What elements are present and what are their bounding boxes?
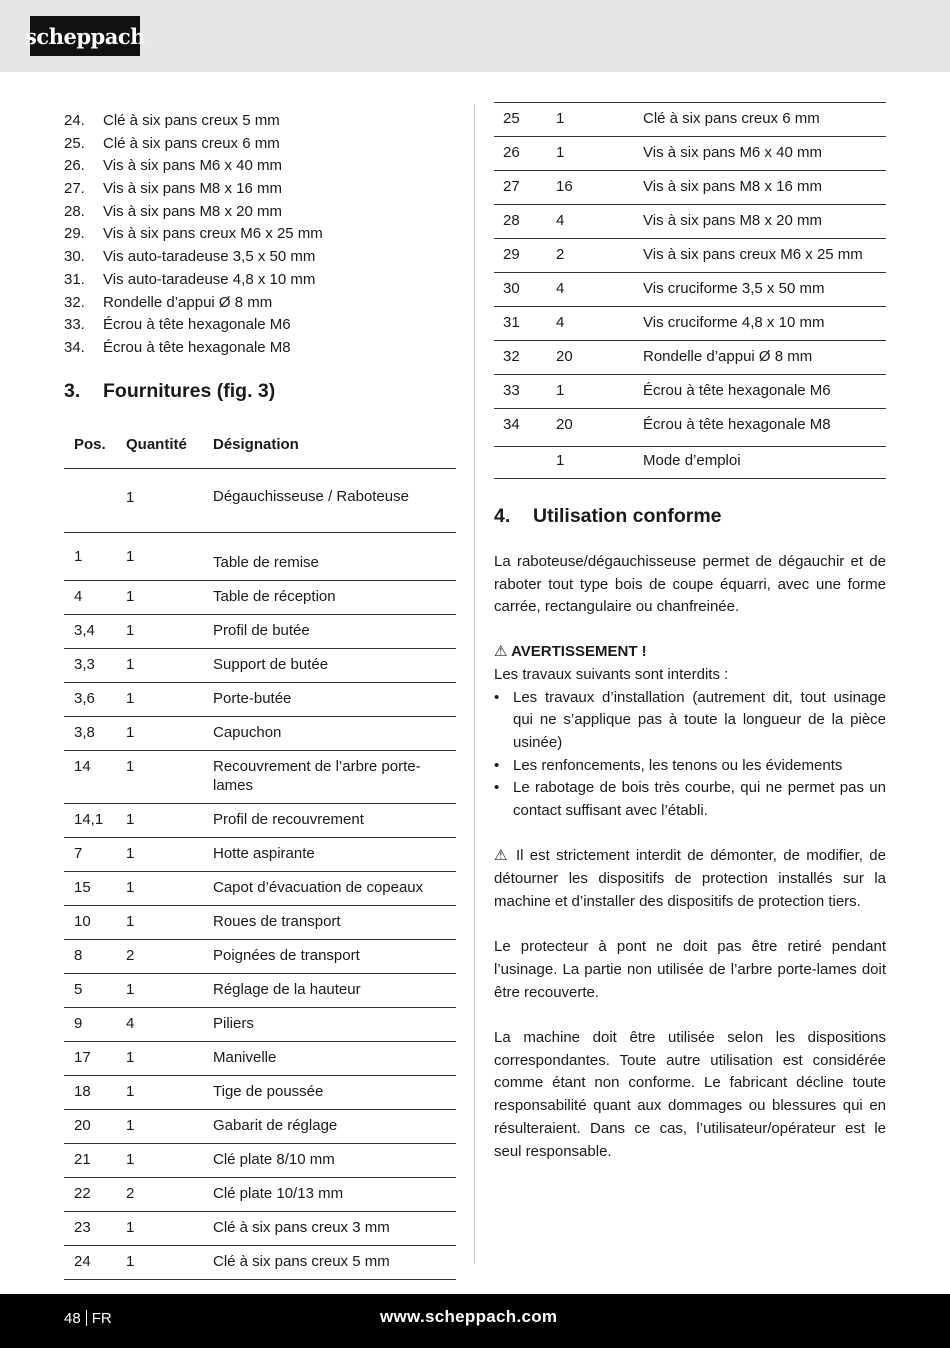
list-item-number: 29.	[64, 225, 85, 243]
cell-pos: 3,8	[64, 717, 126, 751]
cell-qty: 1	[126, 804, 213, 838]
list-item-text: Écrou à tête hexagonale M8	[103, 338, 291, 356]
cell-pos: 5	[64, 974, 126, 1008]
cell-pos: 15	[64, 872, 126, 906]
table-row	[64, 683, 456, 717]
bullet-icon: •	[494, 756, 500, 774]
cell-qty: 1	[126, 717, 213, 751]
table-row	[64, 1144, 456, 1178]
table-row	[494, 341, 886, 375]
table-row	[64, 906, 456, 940]
cell-pos: 3,3	[64, 649, 126, 683]
list-item-number: 32.	[64, 293, 85, 311]
list-item-number: 25.	[64, 134, 85, 152]
list-item	[64, 110, 456, 133]
cell-designation: Gabarit de réglage	[213, 1110, 456, 1144]
list-item-text: Écrou à tête hexagonale M6	[103, 316, 291, 334]
liability-paragraph: La machine doit être utilisée selon les dispositions correspondantes. Toute autre utilisation est considérée comme étant non conforme. Le fabricant décline toute responsabilité quant aux dommages ou blessures qui en résulteraient. Dans ce cas, l’utilisateur/opérateur est le seul responsable.	[494, 1029, 886, 1160]
cell-pos: 26	[494, 137, 556, 171]
cell-qty: 2	[126, 1178, 213, 1212]
supply-table-continued	[494, 102, 886, 479]
list-item-text: Clé à six pans creux 5 mm	[103, 112, 280, 129]
cell-qty: 1	[126, 649, 213, 683]
cell-pos: 10	[64, 906, 126, 940]
intended-use-paragraph: La raboteuse/dégauchisseuse permet de dégauchir et de raboter tout type bois de coupe équarri, avec une forme carrée, rectangulaire ou chanfreinée.	[494, 553, 886, 616]
section-3-heading	[64, 377, 456, 405]
cell-qty: 1	[126, 1110, 213, 1144]
table-row	[64, 649, 456, 683]
cell-qty: 1	[126, 751, 213, 804]
left-column	[64, 110, 456, 1280]
table-row	[64, 804, 456, 838]
column-divider	[474, 104, 475, 1264]
table-row	[64, 1076, 456, 1110]
table-row	[64, 469, 456, 533]
cell-pos: 4	[64, 581, 126, 615]
warning-heading	[494, 641, 886, 664]
list-item-number: 31.	[64, 270, 85, 288]
list-item	[494, 755, 886, 778]
cell-pos: 21	[64, 1144, 126, 1178]
list-item-number: 24.	[64, 112, 85, 129]
cell-qty: 1	[126, 838, 213, 872]
table-row	[494, 307, 886, 341]
col-header-qty: Quantité	[126, 421, 213, 469]
list-item	[64, 246, 456, 269]
cell-designation: Vis à six pans creux M6 x 25 mm	[643, 239, 886, 273]
cell-qty: 1	[126, 1212, 213, 1246]
cell-pos: 8	[64, 940, 126, 974]
cell-qty: 20	[556, 409, 643, 447]
table-row	[64, 717, 456, 751]
table-row	[494, 103, 886, 137]
cell-pos: 27	[494, 171, 556, 205]
table-row	[494, 375, 886, 409]
bullet-icon: •	[494, 688, 500, 706]
cell-designation: Porte-butée	[213, 683, 456, 717]
supply-table	[64, 421, 456, 1281]
section-number: 4.	[494, 505, 511, 527]
list-item-number: 27.	[64, 180, 85, 198]
cell-designation: Vis à six pans M8 x 16 mm	[643, 171, 886, 205]
right-column	[494, 102, 886, 1163]
table-row	[64, 1246, 456, 1280]
table-row	[64, 1110, 456, 1144]
cell-designation: Réglage de la hauteur	[213, 974, 456, 1008]
table-header-row	[64, 421, 456, 469]
cell-qty: 1	[126, 469, 213, 533]
section-number: 3.	[64, 379, 81, 402]
cell-designation: Tige de poussée	[213, 1076, 456, 1110]
table-row	[64, 581, 456, 615]
cell-designation: Clé plate 10/13 mm	[213, 1178, 456, 1212]
cell-designation: Piliers	[213, 1008, 456, 1042]
cell-qty: 1	[126, 1144, 213, 1178]
table-row	[64, 1178, 456, 1212]
table-row	[494, 239, 886, 273]
cell-qty: 4	[556, 307, 643, 341]
warning-icon: ⚠	[494, 847, 510, 865]
cell-pos: 9	[64, 1008, 126, 1042]
cell-qty: 1	[126, 581, 213, 615]
cell-qty: 1	[126, 872, 213, 906]
cell-qty: 1	[126, 1246, 213, 1280]
cell-designation: Profil de recouvrement	[213, 804, 456, 838]
cell-qty: 4	[556, 273, 643, 307]
language-code: FR	[91, 1310, 112, 1327]
cell-qty: 1	[126, 1076, 213, 1110]
protection-paragraph	[494, 845, 886, 913]
warning-lead: Les travaux suivants sont interdits :	[494, 665, 729, 683]
list-item-number: 30.	[64, 248, 85, 266]
cell-designation: Support de butée	[213, 649, 456, 683]
list-item-text: Vis à six pans M6 x 40 mm	[103, 157, 282, 175]
table-row	[64, 872, 456, 906]
cell-qty: 1	[126, 683, 213, 717]
list-item	[64, 178, 456, 201]
cell-pos: 1	[64, 533, 126, 581]
cell-pos: 14,1	[64, 804, 126, 838]
cell-qty: 1	[556, 375, 643, 409]
header-bar	[0, 0, 950, 72]
cell-pos: 25	[494, 103, 556, 137]
table-row	[64, 1212, 456, 1246]
table-row	[494, 447, 886, 479]
table-row	[64, 1042, 456, 1076]
cell-designation: Vis cruciforme 3,5 x 50 mm	[643, 273, 886, 307]
cell-pos: 14	[64, 751, 126, 804]
cell-qty: 1	[126, 974, 213, 1008]
cell-qty: 20	[556, 341, 643, 375]
list-item-text: Le rabotage de bois très courbe, qui ne permet pas un contact suffisant avec l’établi.	[513, 779, 886, 820]
table-row	[64, 751, 456, 804]
list-item-number: 28.	[64, 202, 85, 220]
cell-pos: 18	[64, 1076, 126, 1110]
col-header-pos: Pos.	[64, 421, 126, 469]
section-title: Utilisation conforme	[533, 505, 722, 527]
cell-qty: 1	[126, 615, 213, 649]
list-item	[64, 223, 456, 246]
warning-title: AVERTISSEMENT !	[511, 643, 647, 661]
table-row	[64, 838, 456, 872]
cell-qty: 1	[126, 1042, 213, 1076]
cell-pos: 3,6	[64, 683, 126, 717]
cell-designation: Roues de transport	[213, 906, 456, 940]
table-row	[494, 409, 886, 447]
list-item-text: Vis à six pans M8 x 20 mm	[103, 202, 282, 220]
cell-qty: 1	[556, 103, 643, 137]
cell-designation: Clé à six pans creux 3 mm	[213, 1212, 456, 1246]
cell-pos: 17	[64, 1042, 126, 1076]
table-row	[64, 1008, 456, 1042]
logo-text: scheppach	[25, 23, 145, 49]
cell-designation: Recouvrement de l’arbre porte-lames	[213, 751, 456, 804]
table-row	[64, 533, 456, 581]
cell-designation: Écrou à tête hexagonale M6	[643, 375, 886, 409]
bridge-guard-paragraph: Le protecteur à pont ne doit pas être retiré pendant l’usinage. La partie non utilisée de l’arbre porte-lames doit être recouverte.	[494, 938, 886, 1001]
list-item-number: 34.	[64, 338, 85, 356]
bullet-icon: •	[494, 779, 500, 797]
section-4-heading	[494, 501, 886, 531]
cell-pos: 28	[494, 205, 556, 239]
list-item	[64, 314, 456, 337]
list-item-number: 33.	[64, 316, 85, 334]
cell-designation: Table de remise	[213, 533, 456, 581]
list-item-text: Les renfoncements, les tenons ou les évidements	[513, 756, 843, 774]
list-item-text: Vis à six pans M8 x 16 mm	[103, 180, 282, 198]
cell-designation: Clé plate 8/10 mm	[213, 1144, 456, 1178]
cell-pos: 3,4	[64, 615, 126, 649]
list-item-text: Vis à six pans creux M6 x 25 mm	[103, 225, 323, 243]
list-item	[64, 133, 456, 156]
cell-pos: 24	[64, 1246, 126, 1280]
cell-designation: Table de réception	[213, 581, 456, 615]
cell-qty: 2	[126, 940, 213, 974]
cell-designation: Clé à six pans creux 5 mm	[213, 1246, 456, 1280]
list-item-number: 26.	[64, 157, 85, 175]
list-item-text: Vis auto-taradeuse 4,8 x 10 mm	[103, 270, 316, 288]
cell-designation: Capuchon	[213, 717, 456, 751]
cell-designation: Hotte aspirante	[213, 838, 456, 872]
cell-qty: 4	[126, 1008, 213, 1042]
cell-pos: 7	[64, 838, 126, 872]
list-item	[64, 155, 456, 178]
table-row	[494, 205, 886, 239]
cell-designation: Écrou à tête hexagonale M8	[643, 409, 886, 447]
cell-qty: 1	[556, 137, 643, 171]
cell-designation: Mode d’emploi	[643, 447, 886, 479]
cell-qty: 1	[126, 533, 213, 581]
cell-pos: 29	[494, 239, 556, 273]
cell-pos: 22	[64, 1178, 126, 1212]
cell-pos: 23	[64, 1212, 126, 1246]
table-row	[64, 974, 456, 1008]
list-item	[64, 269, 456, 292]
cell-designation: Vis cruciforme 4,8 x 10 mm	[643, 307, 886, 341]
warning-icon: ⚠	[494, 643, 508, 661]
cell-pos	[494, 447, 556, 479]
footer-separator	[86, 1310, 87, 1326]
protection-text: Il est strictement interdit de démonter, de modifier, de détourner les dispositifs de protection installés sur la machine et d’installer des dispositifs de protection tiers.	[494, 847, 886, 910]
list-item	[494, 687, 886, 755]
page-number: 48	[64, 1310, 81, 1327]
cell-pos: 20	[64, 1110, 126, 1144]
list-item-text: Clé à six pans creux 6 mm	[103, 134, 280, 152]
table-row	[494, 137, 886, 171]
list-item-text: Rondelle d’appui Ø 8 mm	[103, 293, 273, 311]
page-indicator	[64, 1310, 112, 1327]
parts-list	[64, 110, 456, 360]
cell-pos: 31	[494, 307, 556, 341]
section-title: Fournitures (fig. 3)	[103, 379, 276, 402]
table-row	[494, 273, 886, 307]
cell-qty: 1	[126, 906, 213, 940]
cell-designation: Profil de butée	[213, 615, 456, 649]
website-url[interactable]: www.scheppach.com	[380, 1307, 558, 1326]
cell-designation: Vis à six pans M6 x 40 mm	[643, 137, 886, 171]
table-row	[64, 615, 456, 649]
cell-designation: Manivelle	[213, 1042, 456, 1076]
cell-designation: Rondelle d’appui Ø 8 mm	[643, 341, 886, 375]
cell-pos: 30	[494, 273, 556, 307]
cell-designation: Vis à six pans M8 x 20 mm	[643, 205, 886, 239]
cell-qty: 4	[556, 205, 643, 239]
col-header-designation: Désignation	[213, 421, 456, 469]
list-item	[494, 777, 886, 822]
cell-qty: 16	[556, 171, 643, 205]
cell-pos	[64, 469, 126, 533]
cell-designation: Clé à six pans creux 6 mm	[643, 103, 886, 137]
list-item	[64, 201, 456, 224]
list-item	[64, 337, 456, 360]
footer-bar	[0, 1294, 950, 1348]
cell-designation: Capot d’évacuation de copeaux	[213, 872, 456, 906]
cell-designation: Poignées de transport	[213, 940, 456, 974]
cell-pos: 34	[494, 409, 556, 447]
cell-pos: 33	[494, 375, 556, 409]
cell-pos: 32	[494, 341, 556, 375]
brand-logo	[25, 16, 145, 56]
cell-designation: Dégauchisseuse / Raboteuse	[213, 469, 456, 533]
table-row	[494, 171, 886, 205]
cell-qty: 1	[556, 447, 643, 479]
list-item	[64, 292, 456, 315]
cell-qty: 2	[556, 239, 643, 273]
table-row	[64, 940, 456, 974]
list-item-text: Vis auto-taradeuse 3,5 x 50 mm	[103, 248, 316, 266]
list-item-text: Les travaux d’installation (autrement dit, tout usinage qui ne s’applique pas à toute la longueur de la pièce usinée)	[513, 688, 886, 751]
prohibited-work-list	[494, 687, 886, 823]
